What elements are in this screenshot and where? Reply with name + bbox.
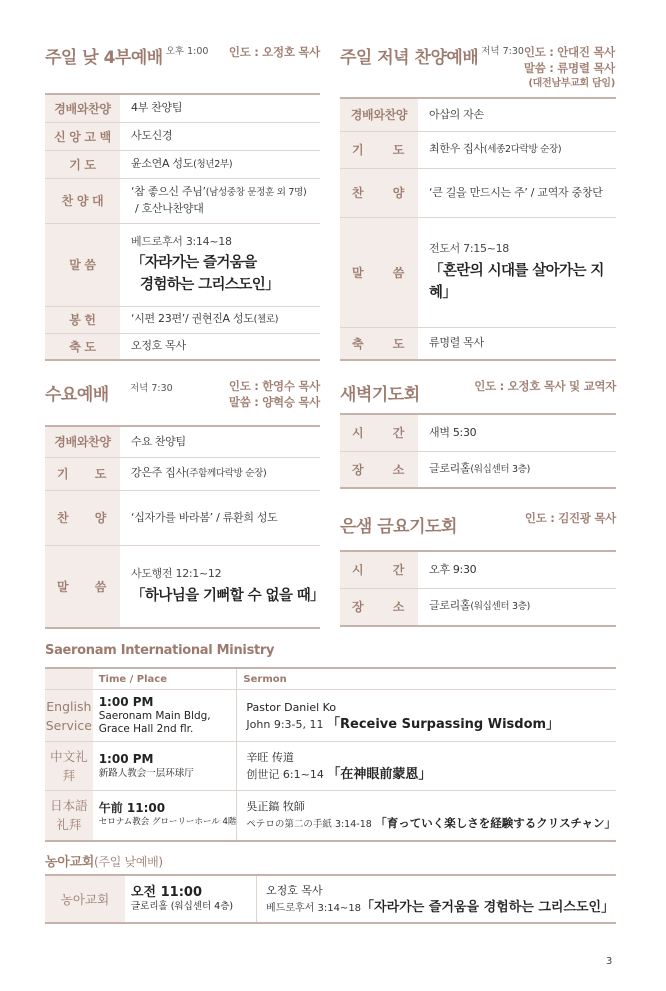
row-label: English Service — [45, 690, 93, 742]
row-time-place: 1:00 PM 新路人教会一层环球厅 — [93, 742, 237, 791]
international-table-wrap — [45, 667, 616, 842]
sunday-evening-table-wrap — [340, 97, 616, 361]
row-value: 새벽 5:30 — [419, 414, 617, 451]
sunday-evening-leader: 인도 : 안대진 목사 말씀 : 류명렬 목사 (대전남부교회 담임) — [523, 45, 615, 89]
wednesday-time: 저녁 7:30 — [130, 383, 173, 394]
row-value: 전도서 7:15~18 「혼란의 시대를 살아가는 지혜」 — [419, 217, 617, 327]
row-label: 시 간 — [340, 551, 419, 588]
row-label: 말 씀 — [340, 217, 419, 327]
row-label: 시 간 — [340, 414, 419, 451]
header-blank — [45, 668, 93, 690]
table-row — [340, 168, 616, 217]
row-sermon: Pastor Daniel Ko John 9:3-5, 11 「Receive Surpassing Wisdom」 — [237, 690, 616, 742]
table-row — [45, 122, 320, 150]
table-row — [340, 131, 616, 168]
sunday-evening-title: 주일 저녁 찬양예배 $^{저녁 7:30}$ — [340, 46, 524, 68]
row-label: 경배와찬양 — [45, 94, 121, 122]
table-row — [340, 414, 616, 451]
row-label: 농아교회 — [45, 875, 125, 923]
row-label: 찬 양 대 — [45, 178, 121, 223]
row-value: 아삽의 자손 — [419, 98, 617, 131]
friday-prayer-title: 은샘 금요기도회 — [340, 517, 457, 537]
table-row — [45, 178, 320, 223]
row-value: 수요 찬양팀 — [121, 426, 321, 457]
wednesday-table-wrap — [45, 425, 325, 629]
row-value: 최한우 집사(세종2다락방 순장) — [419, 131, 617, 168]
friday-prayer-table — [340, 550, 616, 627]
row-label: 경배와찬양 — [45, 426, 121, 457]
row-value: ‘큰 길을 만드시는 주’ / 교역자 중창단 — [419, 168, 617, 217]
table-row — [45, 457, 320, 490]
sunday-day-4-title: 주일 낮 4부예배 $^{오후 1:00}$ — [45, 46, 209, 68]
dawn-prayer-title: 새벽기도회 — [340, 385, 420, 405]
row-value: 강은주 집사(주함께다락방 순장) — [121, 457, 321, 490]
deaf-church-table — [45, 874, 616, 924]
table-row — [340, 588, 616, 626]
wednesday-table — [45, 425, 325, 629]
row-label: 말 씀 — [45, 545, 121, 628]
row-label: 말 씀 — [45, 223, 121, 306]
row-value: ‘십자가를 바라봄’ / 류환희 성도 — [121, 490, 321, 545]
row-label: 봉 헌 — [45, 306, 121, 333]
row-label: 기 도 — [340, 131, 419, 168]
row-label: 장 소 — [340, 451, 419, 488]
table-row — [45, 690, 616, 742]
sunday-evening-table — [340, 97, 616, 361]
row-time-place: 1:00 PM Saeronam Main Bldg, Grace Hall 2nd flr. — [93, 690, 237, 742]
sunday-day-4-time: 오후 1:00 — [165, 46, 209, 57]
dawn-prayer-leader: 인도 : 오정호 목사 및 교역자 — [474, 379, 616, 393]
wednesday-leader: 인도 : 한영수 목사 말씀 : 양혁승 목사 — [228, 379, 320, 409]
page-number: 3 — [606, 956, 613, 967]
international-title: Saeronam International Ministry — [45, 643, 275, 658]
row-label: 기 도 — [45, 150, 121, 178]
row-sermon: 오정호 목사 베드로후서 3:14~18「자라가는 즐거움을 경험하는 그리스도인」 — [266, 883, 615, 915]
table-row — [45, 223, 320, 306]
deaf-church-table-wrap — [45, 874, 616, 924]
friday-prayer-leader: 인도 : 김진광 목사 — [524, 511, 616, 525]
header-time-place: Time / Place — [93, 668, 237, 690]
table-row — [45, 426, 320, 457]
deaf-church-title: 농아교회(주일 낮예배) — [45, 855, 163, 870]
row-value: 류명렬 목사 — [429, 336, 484, 350]
dawn-prayer-table — [340, 413, 616, 489]
friday-prayer-table-wrap — [340, 550, 616, 627]
row-label: 中文礼拜 — [45, 742, 93, 791]
table-row — [45, 875, 616, 923]
row-label: 기 도 — [45, 457, 121, 490]
row-value: 사도행전 12:1~12 「하나님을 기뻐할 수 없을 때」 — [131, 566, 325, 604]
row-label: 日本語礼拜 — [45, 791, 93, 841]
row-label: 찬 양 — [45, 490, 121, 545]
table-row — [340, 327, 616, 360]
row-value: 오정호 목사 — [131, 339, 186, 353]
dawn-prayer-table-wrap — [340, 413, 616, 489]
row-value: 사도신경 — [121, 122, 321, 150]
sunday-day-4-table-wrap — [45, 93, 320, 361]
row-label: 장 소 — [340, 588, 419, 626]
row-label: 축 도 — [45, 333, 121, 360]
table-row — [45, 333, 320, 360]
row-label: 경배와찬양 — [340, 98, 419, 131]
table-row — [340, 217, 616, 327]
sunday-evening-time: 저녁 7:30 — [481, 46, 524, 57]
row-value: 베드로후서 3:14~18 「자라가는 즐거움을 경험하는 그리스도인」 — [121, 223, 321, 306]
row-label: 축 도 — [340, 327, 419, 360]
table-row — [45, 150, 320, 178]
row-value: 글로리홀(워십센터 3층) — [429, 599, 530, 613]
table-row — [340, 551, 616, 588]
sunday-day-4-leader: 인도 : 오정호 목사 — [228, 45, 320, 59]
table-row — [45, 791, 616, 841]
table-row — [45, 306, 320, 333]
row-value: ‘시편 23편’/ 권현진A 성도(첼로) — [121, 306, 321, 333]
row-value: 4부 찬양팀 — [121, 94, 321, 122]
row-sermon: 辛旺 传道 创世记 6:1~14 「在神眼前蒙恩」 — [237, 742, 616, 791]
table-header-row — [45, 668, 616, 690]
row-sermon: 吳正鎬 牧師 ペテロの第二の手紙 3:14-18 「育っていく楽しさを経験するクリスチャン」 — [246, 799, 616, 830]
row-label: 신 앙 고 백 — [45, 122, 121, 150]
row-value: 글로리홀(워십센터 3층) — [429, 461, 530, 475]
row-time-place: 오전 11:00 글로리홀 (워십센터 4층) — [125, 875, 257, 923]
row-value: ‘참 좋으신 주님’(남성중창 문정훈 외 7명) / 호산나찬양대 — [121, 178, 321, 223]
header-sermon: Sermon — [237, 668, 616, 690]
row-value: 오후 9:30 — [419, 551, 617, 588]
table-row — [340, 98, 616, 131]
table-row — [45, 490, 320, 545]
sunday-day-4-table — [45, 93, 320, 361]
table-row — [45, 545, 320, 628]
row-value: 윤소연A 성도(청년2부) — [121, 150, 321, 178]
table-row — [45, 742, 616, 791]
wednesday-title: 수요예배 — [45, 385, 109, 405]
row-time-place: 午前 11:00 セロナム教会 グローリーホール 4階 — [93, 791, 237, 841]
table-row — [45, 94, 320, 122]
international-table — [45, 667, 616, 842]
table-row — [340, 451, 616, 488]
row-label: 찬 양 — [340, 168, 419, 217]
